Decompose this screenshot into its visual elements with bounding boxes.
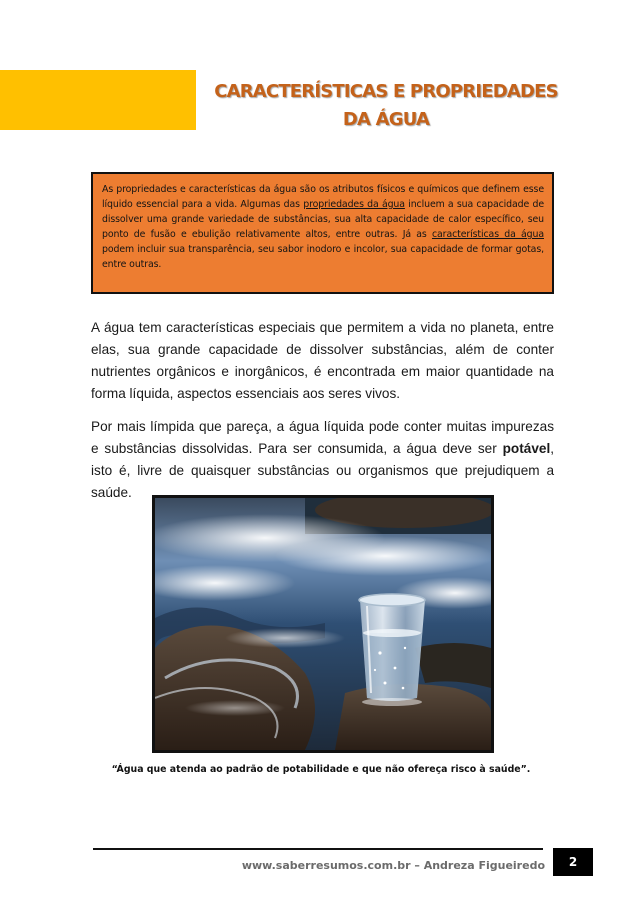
paragraph-text: Por mais límpida que pareça, a água líquida pode conter muitas impurezas e substâncias dissolvidas. Para ser consumida, a água deve ser	[91, 419, 554, 456]
figure-caption: “Água que atenda ao padrão de potabilidade e que não ofereça risco à saúde”.	[111, 764, 531, 775]
emphasis-potavel: potável	[502, 441, 551, 456]
page-number: 2	[553, 848, 593, 876]
header-accent-bar	[0, 70, 196, 130]
river-glass-illustration	[155, 498, 491, 750]
link-caracteristicas-da-agua[interactable]: características da água	[431, 229, 544, 240]
footer-credit: www.saberresumos.com.br – Andreza Figueiredo	[241, 859, 545, 872]
body-paragraph-1: A água tem características especiais que permitem a vida no planeta, entre elas, sua grande capacidade de dissolver substâncias, além de conter nutrientes orgânicos e inorgânicos, é encontrada em maior quantidade na forma líquida, aspectos essenciais aos seres vivos.	[91, 320, 554, 401]
page-title: CARACTERÍSTICAS E PROPRIEDADES DA ÁGUA	[214, 81, 558, 130]
info-box	[91, 172, 554, 294]
info-text-segment: As propriedades e características da água são os atributos físicos e químicos que definem esse líquido essencial para a vida. Algumas das	[102, 184, 544, 210]
body-paragraph-2	[91, 416, 554, 504]
link-propriedades-da-agua[interactable]: propriedades da água	[303, 199, 405, 210]
paragraph-text: , isto é, livre de quaisquer substâncias ou organismos que prejudiquem a saúde.	[91, 441, 554, 500]
water-glass-photo	[152, 495, 494, 753]
info-text-segment: podem incluir sua transparência, seu sabor inodoro e incolor, sua capacidade de formar gotas, entre outras.	[102, 244, 544, 270]
footer-divider	[93, 848, 543, 850]
info-text-segment: incluem a sua capacidade de dissolver uma grande variedade de substâncias, sua alta capacidade de calor específico, seu ponto de fusão e ebulição relativamente altos, entre outras. Já as	[102, 199, 544, 240]
